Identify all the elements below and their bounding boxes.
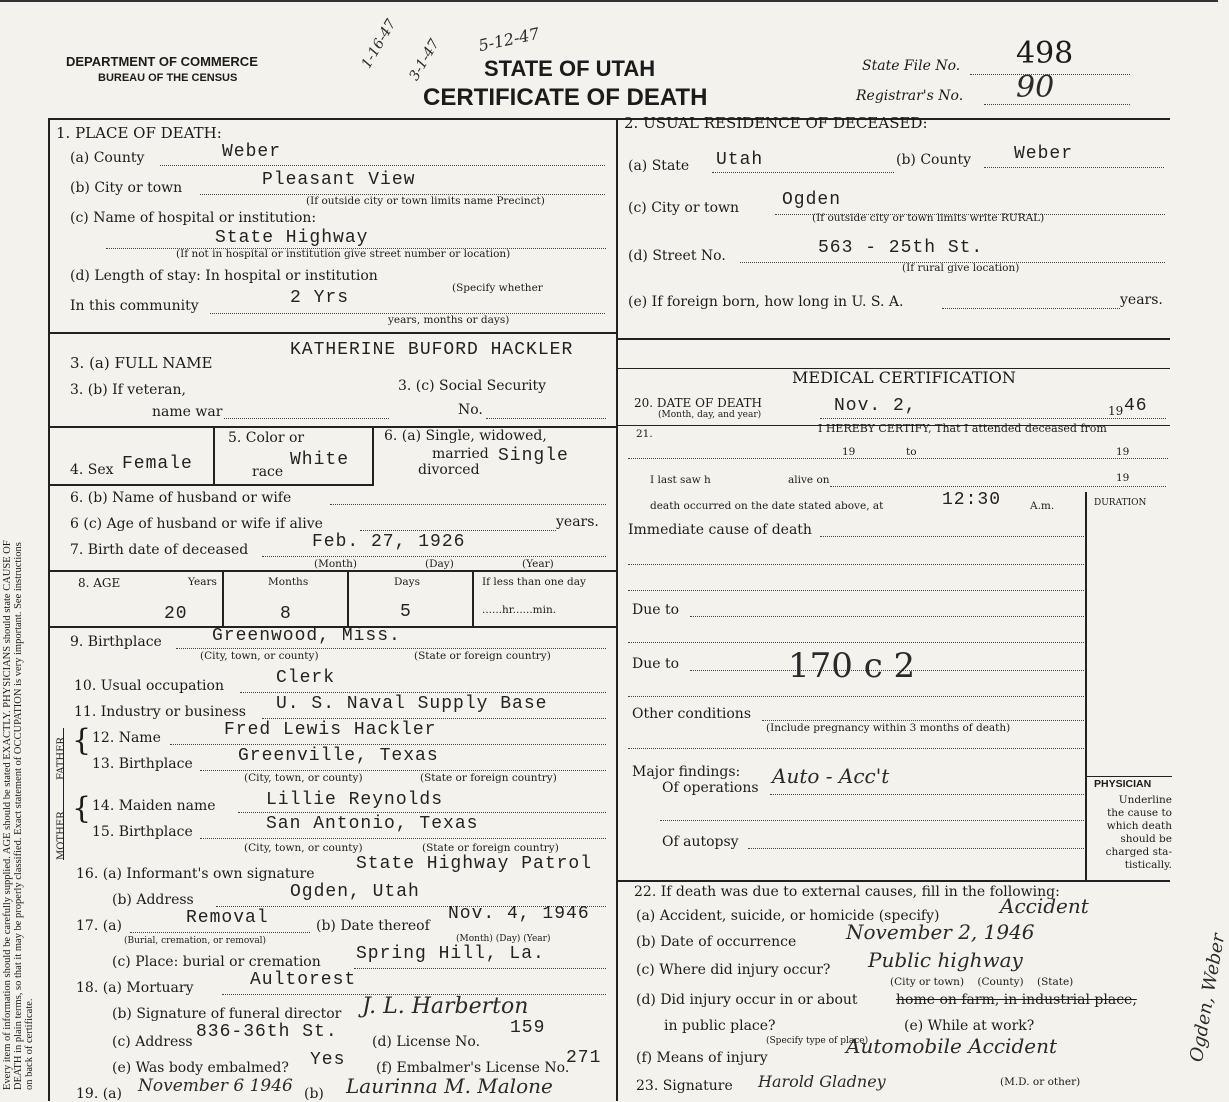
mortuary: Aultorest	[250, 970, 357, 990]
mortuary-address: 836-36th St.	[196, 1022, 338, 1042]
injury-location: Public highway	[868, 948, 1023, 972]
residence-heading: 2. USUAL RESIDENCE OF DECEASED:	[624, 114, 928, 132]
age-days: 5	[400, 602, 412, 622]
death-county: Weber	[222, 142, 282, 162]
death-year: 46	[1124, 396, 1148, 416]
filed-date: November 6 1946	[138, 1076, 293, 1096]
father-name: Fred Lewis Hackler	[224, 720, 437, 740]
industry: U. S. Naval Supply Base	[276, 694, 548, 714]
race: White	[290, 450, 350, 470]
medical-heading: MEDICAL CERTIFICATION	[792, 368, 1016, 387]
mother-side-label: MOTHER	[56, 811, 67, 860]
residence-state: Utah	[716, 150, 764, 170]
residence-city: Ogden	[782, 190, 842, 210]
informant-address: Ogden, Utah	[290, 882, 420, 902]
registrar-number: 90	[1016, 70, 1055, 105]
death-hospital: State Highway	[215, 228, 369, 248]
registrar-signature: Laurinna M. Malone	[346, 1074, 553, 1098]
age-years: 20	[164, 604, 188, 624]
margin-handwriting: Ogden, Weber	[1186, 932, 1229, 1064]
handwritten-date-2: 3-1-47	[406, 36, 443, 84]
disposition: Removal	[186, 908, 269, 928]
burial-place: Spring Hill, La.	[356, 944, 545, 964]
state-file-number: 498	[1016, 36, 1074, 71]
residence-county: Weber	[1014, 144, 1074, 164]
mother-birthplace: San Antonio, Texas	[266, 814, 479, 834]
operations-findings: Auto - Acc't	[772, 764, 890, 788]
handwritten-date-3: 5-12-47	[476, 23, 542, 56]
residence-street: 563 - 25th St.	[818, 238, 984, 258]
physician-note: Underline the cause to which death should be charged sta- tistically.	[1105, 794, 1172, 871]
birthplace: Greenwood, Miss.	[212, 626, 401, 646]
time-of-death: 12:30	[942, 490, 1002, 510]
marital-status: Single	[498, 446, 569, 466]
sex: Female	[122, 454, 193, 474]
state-title: STATE OF UTAH	[484, 56, 656, 81]
death-city: Pleasant View	[262, 170, 416, 190]
department-label: DEPARTMENT OF COMMERCE	[66, 54, 258, 69]
registrar-label: Registrar's No.	[856, 88, 964, 104]
age-months: 8	[280, 604, 292, 624]
director-license: 159	[510, 1018, 546, 1038]
certificate-title: CERTIFICATE OF DEATH	[423, 84, 708, 111]
cause-code: 170 c 2	[788, 646, 916, 686]
mother-maiden-name: Lillie Reynolds	[266, 790, 444, 810]
full-name: KATHERINE BUFORD HACKLER	[290, 340, 574, 360]
means-of-injury: Automobile Accident	[846, 1034, 1057, 1058]
state-file-label: State File No.	[862, 58, 961, 74]
bureau-label: BUREAU OF THE CENSUS	[98, 72, 238, 84]
community-stay: 2 Yrs	[290, 288, 350, 308]
embalmer-license: 271	[566, 1048, 602, 1068]
father-birthplace: Greenville, Texas	[238, 746, 439, 766]
instructions-side-note: Every item of information should be carefully supplied. AGE should be stated EXACTLY. PHYSICIANS should state CAUSE OF DEATH in plain terms, so that it may be properly classified. Exact statement of OCCUPATION is very important. See instructions on back of certificate.	[2, 540, 35, 1090]
body-embalmed: Yes	[310, 1050, 346, 1070]
handwritten-date-1: 1-16-47	[358, 16, 400, 72]
funeral-director-signature: J. L. Harberton	[362, 994, 529, 1019]
informant-signature: State Highway Patrol	[356, 854, 593, 874]
manner-of-death: Accident	[1000, 894, 1089, 918]
external-heading: 22. If death was due to external causes, fill in the following:	[634, 884, 1060, 900]
date-of-death: Nov. 2,	[834, 396, 917, 416]
disposition-date: Nov. 4, 1946	[448, 904, 590, 924]
occupation: Clerk	[276, 668, 336, 688]
birth-date: Feb. 27, 1926	[312, 532, 466, 552]
father-side-label: FATHER	[56, 737, 67, 780]
occurrence-date: November 2, 1946	[846, 920, 1035, 944]
place-of-death-heading: 1. PLACE OF DEATH:	[56, 124, 222, 142]
physician-signature: Harold Gladney	[758, 1072, 886, 1091]
